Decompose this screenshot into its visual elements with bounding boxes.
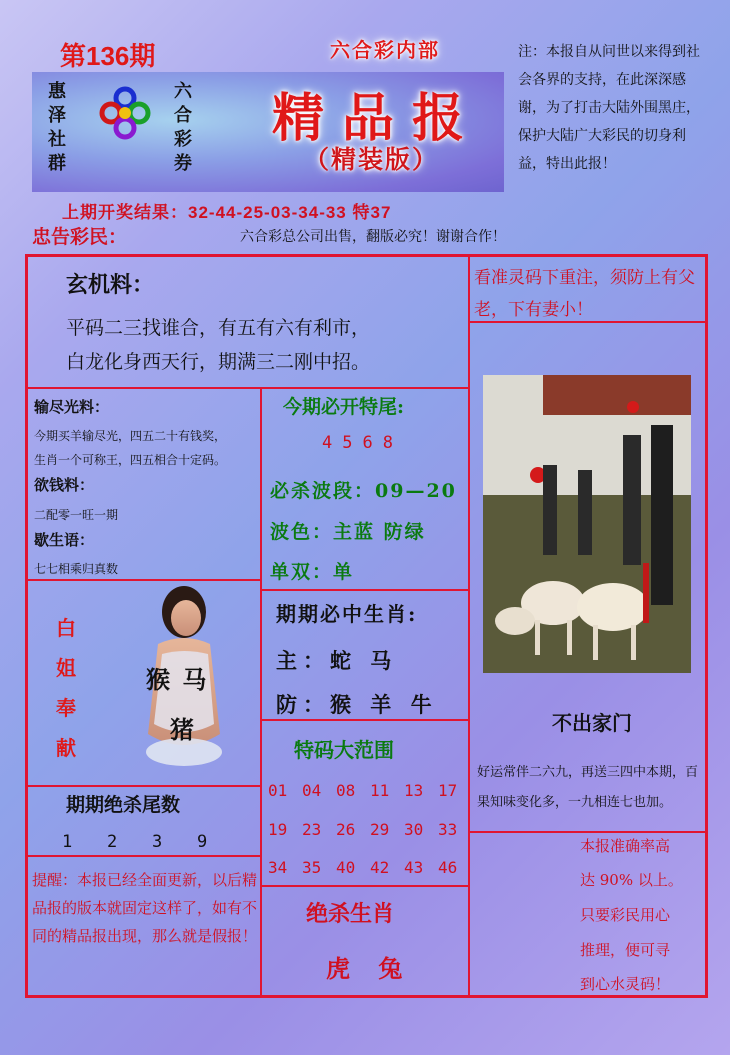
zodiac-heading: 期期必中生肖: — [276, 602, 418, 626]
publisher-note: 注：本报自从问世以来得到社会各界的支持，在此深深感谢，为了打击大陆外围黑庄，保护大陆广大彩民的切身利益，特出此报！ — [518, 44, 700, 172]
accuracy-line-2: 达 90% 以上。 — [580, 871, 683, 889]
special-range-row-3: 34 35 40 42 43 46 — [268, 858, 458, 877]
last-draw-result: 上期开奖结果：32-44-25-03-34-33 特37 — [62, 203, 392, 222]
lottery-logo-icon — [96, 84, 154, 142]
kill-tail-numbers: 1 2 3 9 — [62, 832, 208, 852]
color-line: 波色：主蓝 防绿 — [270, 521, 426, 543]
yuqian-text: 二配零一旺一期 — [34, 508, 119, 522]
kill-tail-heading: 期期绝杀尾数 — [66, 794, 181, 816]
kill-zodiac-heading: 绝杀生肖 — [306, 901, 395, 927]
odd-even-line: 单双：单 — [270, 561, 355, 583]
xuanji-line-1: 平码二三找谁合，有五有六有利市， — [66, 317, 371, 339]
issue-number: 第136期 — [60, 41, 156, 71]
logo-left-text: 惠 泽 社 群 — [48, 81, 66, 174]
accuracy-line-4: 推理，便可寻 — [580, 941, 671, 959]
zodiac-main: 主：蛇 马 — [276, 648, 398, 673]
zodiac-guard: 防：猴 羊 牛 — [276, 692, 438, 717]
shuchen-line-1: 今期买羊输尽光，四五二十有钱奖， — [34, 429, 227, 443]
advice-text: 六合彩总公司出售，翻版必究！谢谢合作！ — [240, 229, 506, 245]
xiehou-heading: 歇生语： — [34, 531, 95, 549]
sub-title: （精装版） — [304, 145, 440, 174]
right-top-warning: 看准灵码下重注，须防上有父老，下有妻小！ — [474, 268, 695, 320]
right-poem: 好运常伴二六九，再送三四中本期，百果知味变化多，一九相连七也加。 — [477, 765, 699, 810]
kill-zodiac-value: 虎 兔 — [326, 954, 413, 983]
logo-right-text: 六 合 彩 券 — [174, 81, 192, 174]
tail-heading: 今期必开特尾: — [283, 396, 405, 418]
photo-overlay-top: 猴 马 — [146, 665, 209, 694]
special-range-heading: 特码大范围 — [294, 738, 394, 762]
advice-label: 忠告彩民： — [32, 226, 128, 248]
photo-overlay-bottom: 猪 — [170, 715, 194, 744]
tail-numbers: 4568 — [322, 433, 403, 453]
special-range-row-1: 01 04 08 11 13 17 — [268, 781, 458, 800]
xiehou-text: 七七相乘归真数 — [34, 562, 119, 576]
special-range-row-2: 19 23 26 29 30 33 — [268, 820, 458, 839]
shuchen-heading: 输尽光料： — [34, 398, 110, 416]
accuracy-line-3: 只要彩民用心 — [580, 906, 671, 924]
shuchen-line-2: 生肖一个可称王，四五相合十定码。 — [34, 453, 227, 467]
accuracy-line-5: 到心水灵码！ — [580, 975, 671, 993]
goats-photo — [483, 375, 691, 673]
wave-range: 必杀波段：09—20 — [270, 480, 457, 502]
xuanji-heading: 玄机料： — [66, 272, 155, 298]
bai-jie-vertical: 白 姐 奉 献 — [56, 616, 76, 760]
accuracy-line-1: 本报准确率高 — [580, 837, 671, 855]
xuanji-line-2: 白龙化身西天行，期满三二刚中招。 — [66, 351, 371, 373]
yuqian-heading: 欲钱料： — [34, 476, 95, 494]
publisher-title: 六合彩内部 — [330, 38, 440, 62]
right-heading: 不出家门 — [552, 711, 632, 735]
main-title: 精品报 — [272, 88, 483, 149]
reminder-text: 提醒：本报已经全面更新，以后精品报的版本就固定这样了，如有不同的精品报出现，那么就是假报！ — [32, 871, 258, 945]
